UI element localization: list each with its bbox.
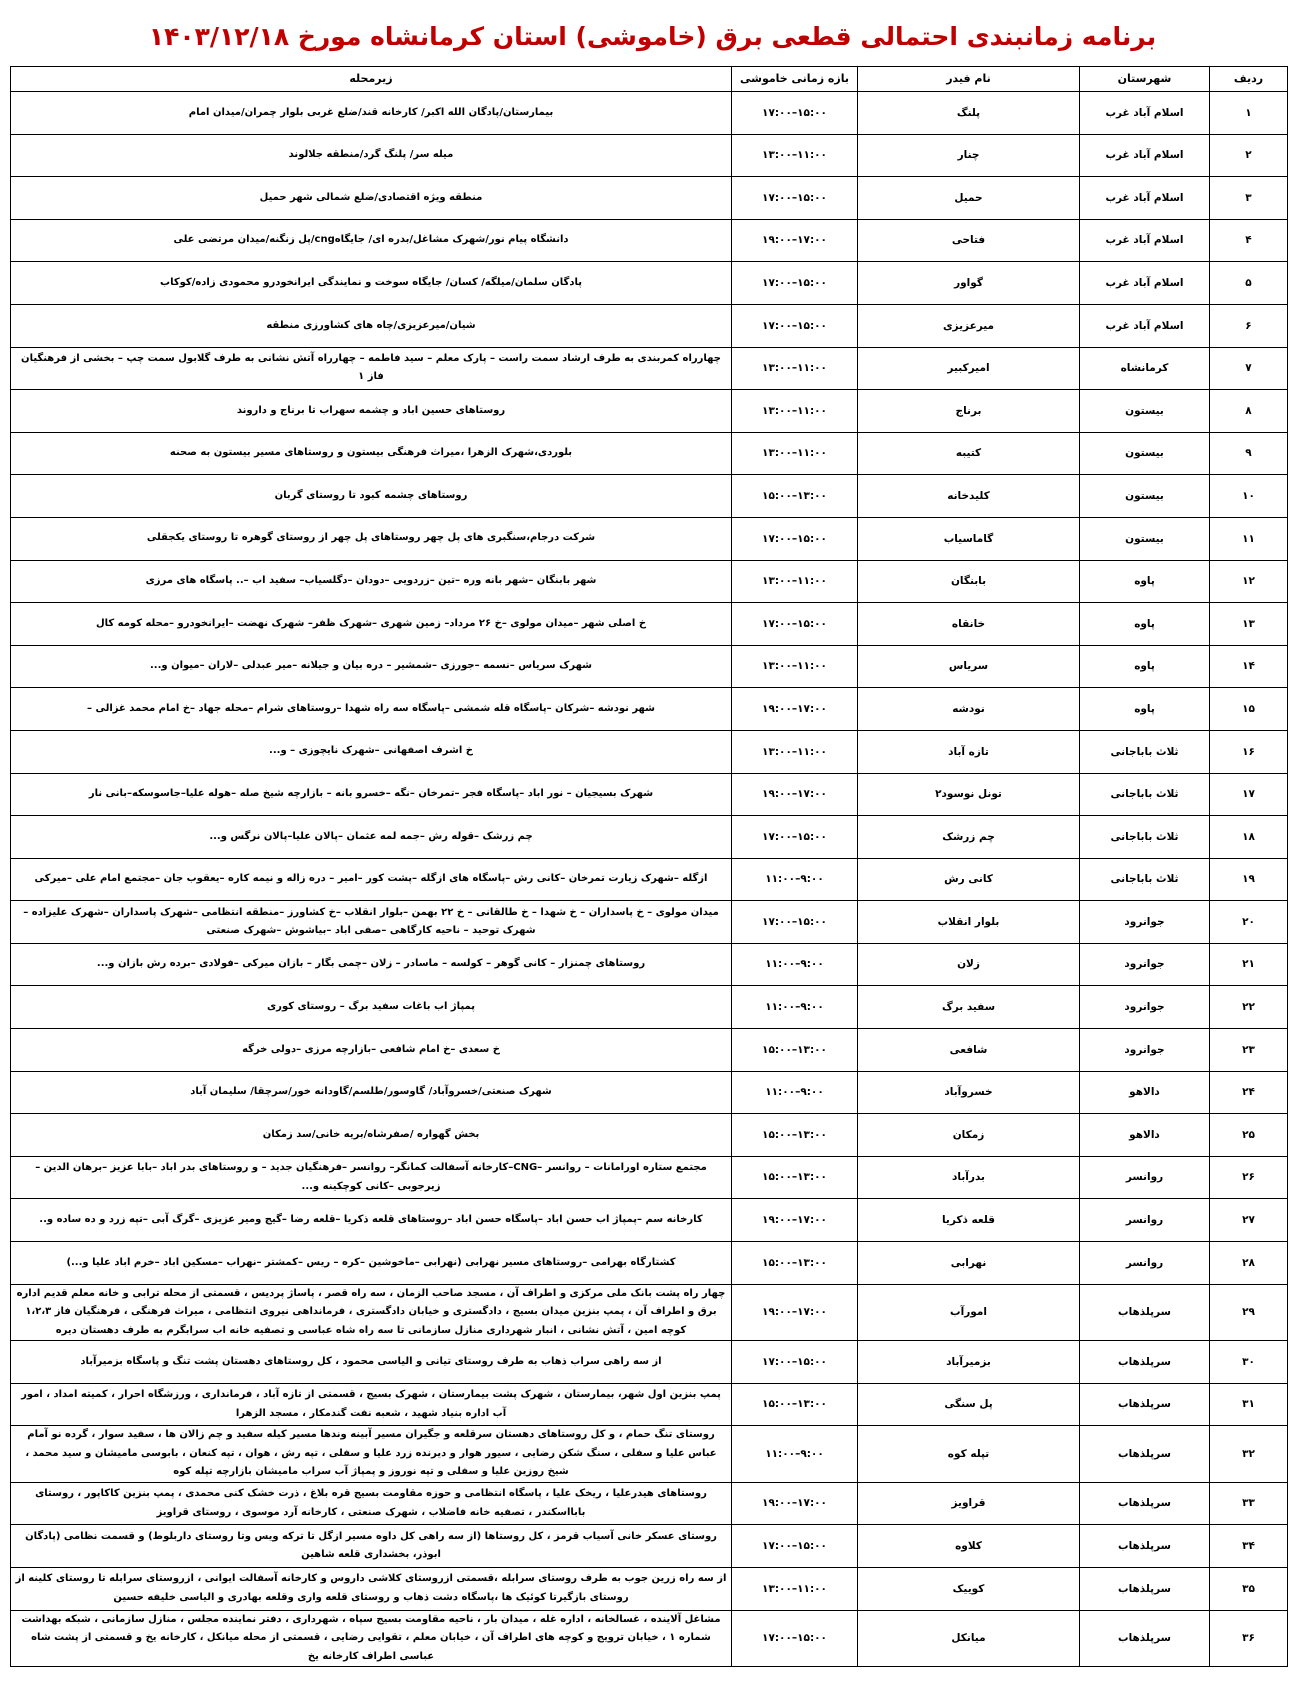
row-number-cell: ۲۲ <box>1210 986 1288 1029</box>
row-number-cell: ۳۵ <box>1210 1568 1288 1611</box>
area-cell: شیان/میرعزیزی/چاه های کشاورزی منطقه <box>11 304 732 347</box>
feeder-cell: حمیل <box>858 177 1080 220</box>
header-feeder: نام فیدر <box>858 67 1080 92</box>
table-row <box>11 645 1288 688</box>
row-number-cell: ۲۷ <box>1210 1199 1288 1242</box>
feeder-cell: تازه آباد <box>858 730 1080 773</box>
city-cell: بیستون <box>1080 517 1210 560</box>
area-cell: مجتمع ستاره اورامانات – روانسر –CNG–کارخانه آسفالت کمانگر– روانسر –فرهنگیان جدید – و روستاهای بدر اباد –بابا عزیز –برهان الدین –زیرجوبی –کانی کوچکینه و... <box>11 1156 732 1199</box>
time-cell: ۱۱:۰۰–۱۳:۰۰ <box>732 1568 858 1611</box>
table-row <box>11 1156 1288 1199</box>
table-row <box>11 1383 1288 1426</box>
feeder-cell: برناج <box>858 390 1080 433</box>
area-cell: بخش گهواره /صفرشاه/بریه خانی/سد زمکان <box>11 1114 732 1157</box>
time-cell: ۱۷:۰۰–۱۹:۰۰ <box>732 1284 858 1341</box>
table-row <box>11 262 1288 305</box>
city-cell: اسلام آباد غرب <box>1080 219 1210 262</box>
area-cell: پادگان سلمان/میلگه/ کسان/ جایگاه سوخت و نمایندگی ایرانخودرو محمودی زاده/کوکاب <box>11 262 732 305</box>
city-cell: کرمانشاه <box>1080 347 1210 390</box>
city-cell: ثلاث باباجانی <box>1080 816 1210 859</box>
table-row <box>11 560 1288 603</box>
feeder-cell: نودشه <box>858 688 1080 731</box>
city-cell: اسلام آباد غرب <box>1080 134 1210 177</box>
time-cell: ۱۵:۰۰–۱۷:۰۰ <box>732 1525 858 1568</box>
city-cell: روانسر <box>1080 1199 1210 1242</box>
city-cell: بیستون <box>1080 432 1210 475</box>
city-cell: سرپلذهاب <box>1080 1482 1210 1525</box>
header-area: زیرمحله <box>11 67 732 92</box>
city-cell: پاوه <box>1080 603 1210 646</box>
feeder-cell: فتاحی <box>858 219 1080 262</box>
time-cell: ۱۷:۰۰–۱۹:۰۰ <box>732 688 858 731</box>
feeder-cell: چنار <box>858 134 1080 177</box>
row-number-cell: ۳۰ <box>1210 1341 1288 1384</box>
table-row <box>11 773 1288 816</box>
table-row <box>11 390 1288 433</box>
row-number-cell: ۹ <box>1210 432 1288 475</box>
table-row <box>11 816 1288 859</box>
row-number-cell: ۳۲ <box>1210 1426 1288 1483</box>
area-cell: شرکت درجام،سنگبری های پل چهر روستاهای پل چهر از روستای گوهره تا روستای یکجقلی <box>11 517 732 560</box>
feeder-cell: زلان <box>858 943 1080 986</box>
header-city: شهرستان <box>1080 67 1210 92</box>
city-cell: اسلام آباد غرب <box>1080 262 1210 305</box>
time-cell: ۱۵:۰۰–۱۷:۰۰ <box>732 92 858 135</box>
time-cell: ۱۱:۰۰–۱۳:۰۰ <box>732 134 858 177</box>
row-number-cell: ۱۴ <box>1210 645 1288 688</box>
area-cell: چم زرشک –قوله رش –جمه لمه عثمان –پالان علیا–پالان نرگس و... <box>11 816 732 859</box>
area-cell: شهر بابنگان –شهر بانه وره –تین –زردویی –دودان –دگلسیاب– سفید اب –.. پاسگاه های مرزی <box>11 560 732 603</box>
area-cell: از سه راهی سراب ذهاب به طرف روستای تیانی و الیاسی محمود ، کل روستاهای دهستان پشت تنگ و پاسگاه بزمیرآباد <box>11 1341 732 1384</box>
city-cell: پاوه <box>1080 688 1210 731</box>
row-number-cell: ۲۵ <box>1210 1114 1288 1157</box>
time-cell: ۱۵:۰۰–۱۷:۰۰ <box>732 177 858 220</box>
row-number-cell: ۱۹ <box>1210 858 1288 901</box>
city-cell: جوانرود <box>1080 1029 1210 1072</box>
city-cell: دالاهو <box>1080 1071 1210 1114</box>
row-number-cell: ۱۰ <box>1210 475 1288 518</box>
header-row-number: ردیف <box>1210 67 1288 92</box>
row-number-cell: ۱۶ <box>1210 730 1288 773</box>
row-number-cell: ۷ <box>1210 347 1288 390</box>
city-cell: بیستون <box>1080 475 1210 518</box>
time-cell: ۱۷:۰۰–۱۹:۰۰ <box>732 1199 858 1242</box>
table-row <box>11 432 1288 475</box>
time-cell: ۱۵:۰۰–۱۷:۰۰ <box>732 603 858 646</box>
area-cell: خ اشرف اصفهانی –شهرک نایچوزی – و... <box>11 730 732 773</box>
row-number-cell: ۱۸ <box>1210 816 1288 859</box>
table-row <box>11 1482 1288 1525</box>
area-cell: ازگله –شهرک زیارت تمرخان –کانی رش –پاسگاه های ازگله –پشت کور –امیر – دره زاله و نیمه کاره –یعقوب جان –مجتمع امام علی –میرکی <box>11 858 732 901</box>
time-cell: ۱۵:۰۰–۱۷:۰۰ <box>732 1610 858 1667</box>
area-cell: شهر نودشه –شرکان –پاسگاه قله شمشی –پاسگاه سه راه شهدا –روستاهای شرام –محله جهاد –خ امام محمد غزالی – <box>11 688 732 731</box>
row-number-cell: ۱۷ <box>1210 773 1288 816</box>
table-row <box>11 1284 1288 1341</box>
city-cell: سرپلذهاب <box>1080 1383 1210 1426</box>
city-cell: اسلام آباد غرب <box>1080 92 1210 135</box>
city-cell: پاوه <box>1080 645 1210 688</box>
table-row <box>11 1610 1288 1667</box>
feeder-cell: کلیدخانه <box>858 475 1080 518</box>
row-number-cell: ۱۳ <box>1210 603 1288 646</box>
area-cell: روستاهای حسین اباد و چشمه سهراب تا برناج و داروند <box>11 390 732 433</box>
time-cell: ۱۷:۰۰–۱۹:۰۰ <box>732 1482 858 1525</box>
city-cell: سرپلذهاب <box>1080 1568 1210 1611</box>
table-row <box>11 1199 1288 1242</box>
feeder-cell: بابنگان <box>858 560 1080 603</box>
table-row <box>11 901 1288 944</box>
feeder-cell: بلوار انقلاب <box>858 901 1080 944</box>
feeder-cell: کانی رش <box>858 858 1080 901</box>
time-cell: ۱۵:۰۰–۱۷:۰۰ <box>732 816 858 859</box>
row-number-cell: ۱ <box>1210 92 1288 135</box>
feeder-cell: کتیبه <box>858 432 1080 475</box>
table-row <box>11 1568 1288 1611</box>
table-row <box>11 517 1288 560</box>
city-cell: ثلاث باباجانی <box>1080 858 1210 901</box>
row-number-cell: ۱۲ <box>1210 560 1288 603</box>
row-number-cell: ۴ <box>1210 219 1288 262</box>
feeder-cell: بزمیرآباد <box>858 1341 1080 1384</box>
time-cell: ۱۵:۰۰–۱۷:۰۰ <box>732 517 858 560</box>
table-row <box>11 219 1288 262</box>
feeder-cell: گاماسیاب <box>858 517 1080 560</box>
header-time: بازه زمانی خاموشی <box>732 67 858 92</box>
time-cell: ۱۱:۰۰–۱۳:۰۰ <box>732 347 858 390</box>
row-number-cell: ۲۳ <box>1210 1029 1288 1072</box>
area-cell: چهارراه کمربندی به طرف ارشاد سمت راست – پارک معلم – سید فاطمه – چهارراه آتش نشانی به طرف گلابول سمت چپ – بخشی از فرهنگیان فاز ۱ <box>11 347 732 390</box>
area-cell: روستاهای چمنزار – کانی گوهر – کولسه – ماسادر – زلان –چمی بگار – بازان میرکی –فولادی –برده رش بازان و... <box>11 943 732 986</box>
area-cell: میدان مولوی – خ پاسداران – خ شهدا – خ طالقانی – خ ۲۲ بهمن –بلوار انقلاب –خ کشاورز –منطقه انتظامی –شهرک پاسداران –شهرک علیزاده –شهرک توحید – ناحیه کارگاهی –صفی اباد –بیاشوش –شهرک صنعتی <box>11 901 732 944</box>
feeder-cell: کوییک <box>858 1568 1080 1611</box>
city-cell: سرپلذهاب <box>1080 1610 1210 1667</box>
time-cell: ۹:۰۰–۱۱:۰۰ <box>732 986 858 1029</box>
area-cell: روستاهای چشمه کبود تا روستای گربان <box>11 475 732 518</box>
feeder-cell: قراویز <box>858 1482 1080 1525</box>
city-cell: اسلام آباد غرب <box>1080 304 1210 347</box>
row-number-cell: ۳۶ <box>1210 1610 1288 1667</box>
table-row <box>11 475 1288 518</box>
city-cell: سرپلذهاب <box>1080 1525 1210 1568</box>
area-cell: روستای عسکر خانی آسیاب قرمز ، کل روستاها (از سه راهی کل داوه مسیر ازگل تا ترکه ویس وتا روستای داربلوط) و قسمت نظامی (پادگان ابوذر، بخشداری قلعه شاهین <box>11 1525 732 1568</box>
city-cell: جوانرود <box>1080 901 1210 944</box>
row-number-cell: ۲۸ <box>1210 1242 1288 1285</box>
city-cell: سرپلذهاب <box>1080 1341 1210 1384</box>
row-number-cell: ۲ <box>1210 134 1288 177</box>
area-cell: منطقه ویژه اقتصادی/ضلع شمالی شهر حمیل <box>11 177 732 220</box>
area-cell: از سه راه زرین جوب به طرف روستای سرابله ،قسمتی ازروستای کلاشی داروس و کارخانه آسفالت ایوانی ، ازروستای سرابله تا روستای کلینه از روستای بازگیرتا کوئیک ها ،پاسگاه دشت ذهاب و روستای قلعه واری وقلعه بهادری و الیاسی خلیفه حسین <box>11 1568 732 1611</box>
time-cell: ۱۳:۰۰–۱۵:۰۰ <box>732 1383 858 1426</box>
city-cell: دالاهو <box>1080 1114 1210 1157</box>
row-number-cell: ۲۰ <box>1210 901 1288 944</box>
feeder-cell: بدرآباد <box>858 1156 1080 1199</box>
row-number-cell: ۱۱ <box>1210 517 1288 560</box>
outage-schedule-table <box>10 66 1288 1667</box>
feeder-cell: زمکان <box>858 1114 1080 1157</box>
table-row <box>11 1242 1288 1285</box>
feeder-cell: پلنگ <box>858 92 1080 135</box>
time-cell: ۹:۰۰–۱۱:۰۰ <box>732 943 858 986</box>
area-cell: خ اصلی شهر –میدان مولوی –خ ۲۶ مرداد– زمین شهری –شهرک ظفر– شهرک نهضت –ایرانخودرو –محله کومه کال <box>11 603 732 646</box>
table-row <box>11 92 1288 135</box>
feeder-cell: گواور <box>858 262 1080 305</box>
feeder-cell: سریاس <box>858 645 1080 688</box>
table-header-row <box>11 67 1288 92</box>
area-cell: بیمارستان/پادگان الله اکبر/ کارخانه قند/ضلع غربی بلوار چمران/میدان امام <box>11 92 732 135</box>
city-cell: جوانرود <box>1080 986 1210 1029</box>
page-title: برنامه زمانبندی احتمالی قطعی برق (خاموشی) استان کرمانشاه مورخ ۱۴۰۳/۱۲/۱۸ <box>148 22 1157 51</box>
city-cell: جوانرود <box>1080 943 1210 986</box>
table-row <box>11 858 1288 901</box>
area-cell: خ سعدی –خ امام شافعی –بازارچه مرزی –دولی خرگه <box>11 1029 732 1072</box>
row-number-cell: ۳۳ <box>1210 1482 1288 1525</box>
feeder-cell: تپله کوه <box>858 1426 1080 1483</box>
row-number-cell: ۲۶ <box>1210 1156 1288 1199</box>
row-number-cell: ۵ <box>1210 262 1288 305</box>
area-cell: دانشگاه پیام نور/شهرک مشاغل/بدره ای/ جایگاهcng/پل زنگنه/میدان مرتضی علی <box>11 219 732 262</box>
feeder-cell: میرعزیزی <box>858 304 1080 347</box>
feeder-cell: چم زرشک <box>858 816 1080 859</box>
time-cell: ۱۱:۰۰–۱۳:۰۰ <box>732 730 858 773</box>
row-number-cell: ۱۵ <box>1210 688 1288 731</box>
time-cell: ۹:۰۰–۱۱:۰۰ <box>732 1071 858 1114</box>
table-row <box>11 347 1288 390</box>
table-row <box>11 177 1288 220</box>
table-row <box>11 1114 1288 1157</box>
time-cell: ۱۳:۰۰–۱۵:۰۰ <box>732 1242 858 1285</box>
feeder-cell: امیرکبیر <box>858 347 1080 390</box>
city-cell: اسلام آباد غرب <box>1080 177 1210 220</box>
time-cell: ۱۷:۰۰–۱۹:۰۰ <box>732 219 858 262</box>
area-cell: پمپاژ اب باغات سفید برگ – روستای کوری <box>11 986 732 1029</box>
feeder-cell: خانقاه <box>858 603 1080 646</box>
city-cell: بیستون <box>1080 390 1210 433</box>
area-cell: میله سر/ پلنگ گرد/منطقه جلالوند <box>11 134 732 177</box>
row-number-cell: ۲۱ <box>1210 943 1288 986</box>
feeder-cell: قلعه ذکریا <box>858 1199 1080 1242</box>
table-row <box>11 1426 1288 1483</box>
city-cell: روانسر <box>1080 1156 1210 1199</box>
time-cell: ۱۵:۰۰–۱۷:۰۰ <box>732 262 858 305</box>
city-cell: ثلاث باباجانی <box>1080 730 1210 773</box>
time-cell: ۱۱:۰۰–۱۳:۰۰ <box>732 560 858 603</box>
time-cell: ۱۵:۰۰–۱۷:۰۰ <box>732 304 858 347</box>
area-cell: کارخانه سم –پمپاژ اب حسن اباد –پاسگاه حسن اباد –روستاهای قلعه ذکریا –قلعه رضا –گیج ومیر عزیزی –گرگ آبی –تپه زرد و ده ساده و.. <box>11 1199 732 1242</box>
time-cell: ۹:۰۰–۱۱:۰۰ <box>732 1426 858 1483</box>
row-number-cell: ۸ <box>1210 390 1288 433</box>
time-cell: ۹:۰۰–۱۱:۰۰ <box>732 858 858 901</box>
area-cell: روستاهای هیدرعلیا ، ریخک علیا ، پاسگاه انتظامی و حوزه مقاومت بسیج قره بلاغ ، ذرت خشک کنی محمدی ، پمپ بنزین کاکاپور ، روستای بابااسکندر ، تصفیه خانه فاضلاب ، شهرک صنعتی ، کارخانه آرد موسوی ، روستای قراویز <box>11 1482 732 1525</box>
time-cell: ۱۳:۰۰–۱۵:۰۰ <box>732 1156 858 1199</box>
feeder-cell: شافعی <box>858 1029 1080 1072</box>
feeder-cell: تونل نوسود۲ <box>858 773 1080 816</box>
time-cell: ۱۵:۰۰–۱۷:۰۰ <box>732 901 858 944</box>
feeder-cell: امورآب <box>858 1284 1080 1341</box>
time-cell: ۱۳:۰۰–۱۵:۰۰ <box>732 1114 858 1157</box>
feeder-cell: پل سنگی <box>858 1383 1080 1426</box>
city-cell: سرپلذهاب <box>1080 1426 1210 1483</box>
table-row <box>11 603 1288 646</box>
area-cell: شهرک سریاس –نسمه –جورزی –شمشیر – دره بیان و جیلانه –میر عبدلی –لاران –میوان و... <box>11 645 732 688</box>
feeder-cell: نهرابی <box>858 1242 1080 1285</box>
feeder-cell: سفید برگ <box>858 986 1080 1029</box>
feeder-cell: میانکل <box>858 1610 1080 1667</box>
table-row <box>11 134 1288 177</box>
table-row <box>11 1525 1288 1568</box>
row-number-cell: ۲۹ <box>1210 1284 1288 1341</box>
table-row <box>11 1341 1288 1384</box>
row-number-cell: ۲۴ <box>1210 1071 1288 1114</box>
table-body <box>11 92 1288 1667</box>
feeder-cell: خسروآباد <box>858 1071 1080 1114</box>
area-cell: پمپ بنزین اول شهر، بیمارستان ، شهرک پشت بیمارستان ، شهرک بسیج ، قسمتی از تازه آباد ، فرمانداری ، ورزشگاه احرار ، کمیته امداد ، امور آب اداره بنیاد شهید ، شعبه نفت گندمکار ، مسجد الزهرا <box>11 1383 732 1426</box>
city-cell: روانسر <box>1080 1242 1210 1285</box>
table-row <box>11 943 1288 986</box>
area-cell: بلوردی،شهرک الزهرا ،میراث فرهنگی بیستون و روستاهای مسیر بیستون به صحنه <box>11 432 732 475</box>
feeder-cell: کلاوه <box>858 1525 1080 1568</box>
area-cell: شهرک بسیجیان – نور اباد –پاسگاه فجر –تمرخان –نگه –خسرو بانه – بازارچه شیخ صله –هوله علیا–جاسوسکه–بانی نار <box>11 773 732 816</box>
time-cell: ۱۳:۰۰–۱۵:۰۰ <box>732 475 858 518</box>
row-number-cell: ۳۱ <box>1210 1383 1288 1426</box>
time-cell: ۱۱:۰۰–۱۳:۰۰ <box>732 645 858 688</box>
row-number-cell: ۶ <box>1210 304 1288 347</box>
table-row <box>11 730 1288 773</box>
time-cell: ۱۳:۰۰–۱۵:۰۰ <box>732 1029 858 1072</box>
table-row <box>11 1029 1288 1072</box>
table-row <box>11 688 1288 731</box>
area-cell: کشتارگاه بهرامی –روستاهای مسیر نهرابی (نهرابی –ماخوشین –کره – ریس –کمشتر –نهراب –مسکین اباد –خرم اباد علیا و...) <box>11 1242 732 1285</box>
area-cell: روستای تنگ حمام ، و کل روستاهای دهستان سرقلعه و جگیران مسیر آبینه وندها مسیر کیله سفید و چم زالان ها ، سفید سوار ، گرده نو آمام عباس علیا و سفلی ، سنگ شکن رضایی ، سیور هوار و دیرنده زرد علیا و سفلی ، تپه رش ، هوان ، تپه کنعان ، بابوسی مامیشان و سید محمد ، شیخ روزین علیا و سفلی و تپه نوروز و پمپاژ آب سراب مامیشان بازارچه تپله کوه <box>11 1426 732 1483</box>
time-cell: ۱۱:۰۰–۱۳:۰۰ <box>732 390 858 433</box>
area-cell: مشاغل آلاینده ، غسالخانه ، اداره غله ، میدان بار ، ناحیه مقاومت بسیج سپاه ، شهرداری ، دفتر نماینده مجلس ، منازل سازمانی ، شبکه بهداشت شماره ۱ ، خیابان ترویج و کوچه های اطراف آن ، خیابان معلم ، تقوایی رضایی ، قسمتی از محله میانکل ، کارخانه یخ و قسمتی از پشت شاه عباسی اطراف کارخانه یخ <box>11 1610 732 1667</box>
city-cell: پاوه <box>1080 560 1210 603</box>
time-cell: ۱۷:۰۰–۱۹:۰۰ <box>732 773 858 816</box>
area-cell: شهرک صنعتی/خسروآباد/ گاوسور/طلسم/گاودانه خور/سرچقا/ سلیمان آباد <box>11 1071 732 1114</box>
area-cell: چهار راه پشت بانک ملی مرکزی و اطراف آن ، مسجد صاحب الزمان ، سه راه قصر ، پاساژ پردیس ، قسمتی از محله ترابی و خانه معلم قدیم اداره برق و اطراف آن ، پمپ بنزین میدان بسیج ، دادگستری و خیابان دادگستری ، فرمانداهی نیروی انتظامی ، میراث فرهنگی ، فرهنگیان فاز ۱،۲،۳ کوچه امین ، آتش نشانی ، انبار شهرداری منازل سازمانی تا سه راه شاه عباسی و تصفیه خانه اب سرابگرم به طرف دهستان دیره <box>11 1284 732 1341</box>
table-row <box>11 304 1288 347</box>
time-cell: ۱۵:۰۰–۱۷:۰۰ <box>732 1341 858 1384</box>
table-row <box>11 1071 1288 1114</box>
city-cell: ثلاث باباجانی <box>1080 773 1210 816</box>
table-row <box>11 986 1288 1029</box>
time-cell: ۱۱:۰۰–۱۳:۰۰ <box>732 432 858 475</box>
row-number-cell: ۳۴ <box>1210 1525 1288 1568</box>
row-number-cell: ۳ <box>1210 177 1288 220</box>
city-cell: سرپلذهاب <box>1080 1284 1210 1341</box>
